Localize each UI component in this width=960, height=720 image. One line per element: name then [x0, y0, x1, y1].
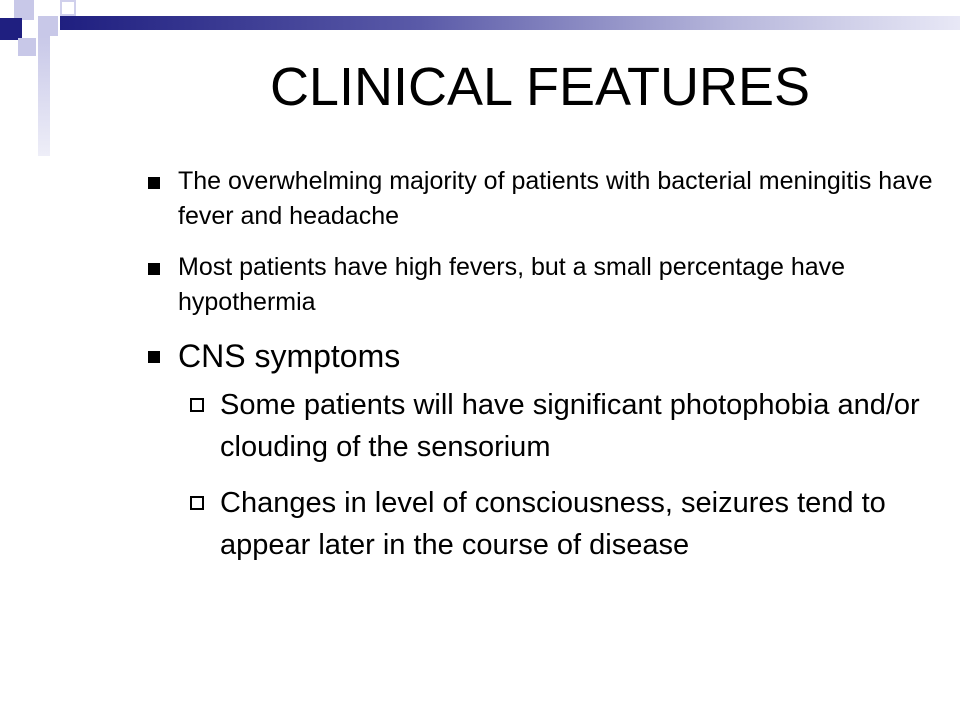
decor-square: [60, 0, 76, 16]
decor-square: [38, 16, 58, 36]
slide-body: [148, 164, 938, 580]
checkbox-bullet-icon: [190, 496, 204, 510]
checkbox-bullet-icon: [190, 398, 204, 412]
bullet-item: Most patients have high fevers, but a small percentage have hypothermia: [148, 250, 938, 320]
sub-bullet-item: [148, 482, 938, 566]
decor-square: [0, 18, 22, 40]
bullet-item: The overwhelming majority of patients with bacterial meningitis have fever and headache: [148, 164, 938, 234]
sub-bullet-item: [148, 384, 938, 468]
sub-bullet-text: Some patients will have significant photophobia and/or clouding of the sensorium: [220, 389, 920, 463]
bullet-item: CNS symptoms: [148, 336, 938, 376]
header-gradient-bar: [60, 16, 960, 30]
decor-square: [14, 0, 34, 20]
slide-title: CLINICAL FEATURES: [269, 57, 811, 117]
sub-bullet-text: Changes in level of consciousness, seizures tend to appear later in the course of disease: [220, 487, 886, 561]
